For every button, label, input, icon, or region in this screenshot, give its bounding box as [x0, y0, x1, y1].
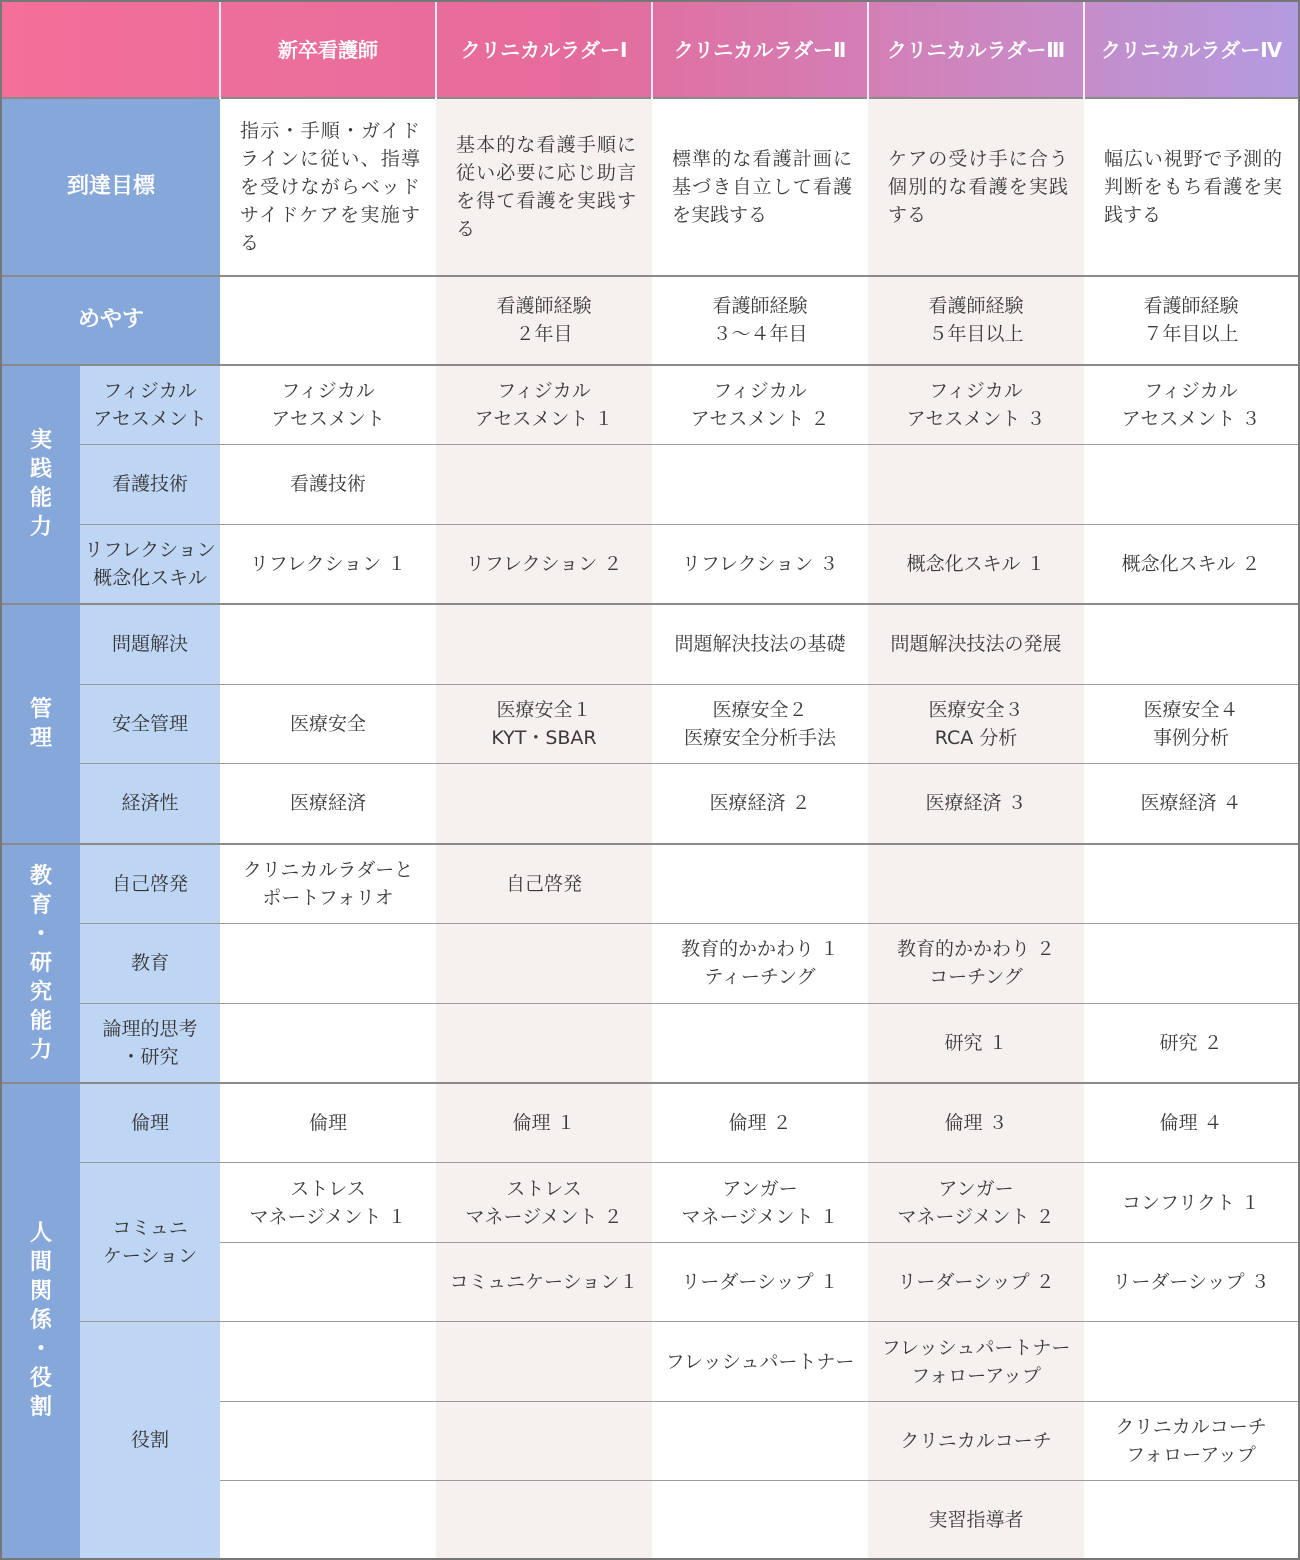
table-cell: フィジカル アセスメント ３ — [868, 365, 1084, 445]
row-economics — [2, 764, 1298, 844]
row-label: 自己啓発 — [80, 844, 220, 924]
row-label: 論理的思考 ・研究 — [80, 1003, 220, 1083]
table-cell — [436, 1481, 652, 1558]
table-cell — [220, 1481, 436, 1558]
table-cell: 概念化スキル １ — [868, 524, 1084, 604]
table-cell: 問題解決技法の基礎 — [652, 604, 868, 684]
table-cell: アンガー マネージメント １ — [652, 1163, 868, 1242]
table-cell — [652, 1003, 868, 1083]
goal-row — [2, 98, 1298, 276]
meyasu-label: めやす — [2, 276, 220, 365]
goal-cell: 標準的な看護計画に基づき自立して看護を実践する — [652, 98, 868, 276]
goal-label: 到達目標 — [2, 98, 220, 276]
table-cell: 倫理 ３ — [868, 1083, 1084, 1163]
table-cell: 教育的かかわり １ ティーチング — [652, 924, 868, 1003]
table-cell: 医療安全３ RCA 分析 — [868, 684, 1084, 763]
row-label: 経済性 — [80, 764, 220, 844]
row-education — [2, 924, 1298, 1003]
category-management: 管 理 — [2, 604, 80, 843]
category-practice: 実 践 能 力 — [2, 365, 80, 604]
table-cell: 医療経済 ３ — [868, 764, 1084, 844]
meyasu-cell: 看護師経験 ５年目以上 — [868, 276, 1084, 365]
table-cell: コミュニケーション１ — [436, 1242, 652, 1321]
table-cell — [220, 1242, 436, 1321]
table-cell — [220, 604, 436, 684]
row-communication-1 — [2, 1163, 1298, 1242]
table-cell — [1084, 445, 1298, 524]
table-cell: 概念化スキル ２ — [1084, 524, 1298, 604]
table-cell: 問題解決技法の発展 — [868, 604, 1084, 684]
header-new-graduate: 新卒看護師 — [220, 2, 436, 98]
table-cell — [436, 1003, 652, 1083]
table-cell: フレッシュパートナー フォローアップ — [868, 1322, 1084, 1401]
goal-cell: 幅広い視野で予測的判断をもち看護を実践する — [1084, 98, 1298, 276]
goal-cell: 基本的な看護手順に従い必要に応じ助言を得て看護を実践する — [436, 98, 652, 276]
row-label: 教育 — [80, 924, 220, 1003]
table-cell: 医療経済 ２ — [652, 764, 868, 844]
meyasu-cell — [220, 276, 436, 365]
row-problem-solving — [2, 604, 1298, 684]
row-label: コミュニ ケーション — [80, 1163, 220, 1322]
table-cell: 看護技術 — [220, 445, 436, 524]
row-self-development — [2, 844, 1298, 924]
row-nursing-skill — [2, 445, 1298, 524]
table-cell — [436, 1401, 652, 1480]
header-corner — [2, 2, 220, 98]
table-cell — [652, 1401, 868, 1480]
row-physical-assessment — [2, 365, 1298, 445]
table-cell — [1084, 604, 1298, 684]
meyasu-cell: 看護師経験 ２年目 — [436, 276, 652, 365]
meyasu-row — [2, 276, 1298, 365]
row-label: リフレクション 概念化スキル — [80, 524, 220, 604]
meyasu-cell: 看護師経験 ７年目以上 — [1084, 276, 1298, 365]
row-reflection — [2, 524, 1298, 604]
table-cell: ストレス マネージメント １ — [220, 1163, 436, 1242]
clinical-ladder-table — [2, 2, 1298, 1558]
row-label: フィジカル アセスメント — [80, 365, 220, 445]
header-ladder-3: クリニカルラダーⅢ — [868, 2, 1084, 98]
table-cell: 医療安全 — [220, 684, 436, 763]
table-cell — [868, 844, 1084, 924]
table-cell: アンガー マネージメント ２ — [868, 1163, 1084, 1242]
table-cell — [1084, 924, 1298, 1003]
table-cell: ストレス マネージメント ２ — [436, 1163, 652, 1242]
goal-cell: ケアの受け手に合う個別的な看護を実践する — [868, 98, 1084, 276]
table-cell: 医療安全１ KYT・SBAR — [436, 684, 652, 763]
table-cell: フィジカル アセスメント ３ — [1084, 365, 1298, 445]
table-cell: 教育的かかわり ２ コーチング — [868, 924, 1084, 1003]
table-cell: 倫理 １ — [436, 1083, 652, 1163]
table-cell: リフレクション ２ — [436, 524, 652, 604]
table-cell: リーダーシップ ２ — [868, 1242, 1084, 1321]
row-label: 倫理 — [80, 1083, 220, 1163]
row-label: 安全管理 — [80, 684, 220, 763]
table-cell: 自己啓発 — [436, 844, 652, 924]
table-cell — [220, 924, 436, 1003]
table-cell: 研究 ２ — [1084, 1003, 1298, 1083]
table-cell: クリニカルラダーと ポートフォリオ — [220, 844, 436, 924]
table-cell: フィジカル アセスメント ２ — [652, 365, 868, 445]
row-label: 問題解決 — [80, 604, 220, 684]
table-cell: クリニカルコーチ — [868, 1401, 1084, 1480]
table-cell: 倫理 ４ — [1084, 1083, 1298, 1163]
meyasu-cell: 看護師経験 ３～４年目 — [652, 276, 868, 365]
table-cell — [220, 1322, 436, 1401]
category-relationships-roles: 人 間 関 係 ・ 役 割 — [2, 1083, 80, 1558]
table-cell — [1084, 1322, 1298, 1401]
table-cell — [220, 1003, 436, 1083]
row-label: 看護技術 — [80, 445, 220, 524]
table-cell: フレッシュパートナー — [652, 1322, 868, 1401]
table-cell: クリニカルコーチ フォローアップ — [1084, 1401, 1298, 1480]
table-cell: 医療安全４ 事例分析 — [1084, 684, 1298, 763]
table-cell: 医療経済 — [220, 764, 436, 844]
table-cell — [436, 604, 652, 684]
table-cell: 医療安全２ 医療安全分析手法 — [652, 684, 868, 763]
header-row — [2, 2, 1298, 98]
table-cell — [868, 445, 1084, 524]
table-cell — [436, 1322, 652, 1401]
table-cell: 倫理 — [220, 1083, 436, 1163]
table-cell: フィジカル アセスメント — [220, 365, 436, 445]
row-role-1 — [2, 1322, 1298, 1401]
table-cell — [1084, 1481, 1298, 1558]
category-education-research: 教 育 ・ 研 究 能 力 — [2, 844, 80, 1083]
row-logical-thinking-research — [2, 1003, 1298, 1083]
table-cell: リフレクション ３ — [652, 524, 868, 604]
table-cell: リフレクション １ — [220, 524, 436, 604]
goal-cell: 指示・手順・ガイドラインに従い、指導を受けながらベッドサイドケアを実施する — [220, 98, 436, 276]
table-cell — [436, 764, 652, 844]
table-cell — [652, 1481, 868, 1558]
header-ladder-1: クリニカルラダーⅠ — [436, 2, 652, 98]
table-cell — [1084, 844, 1298, 924]
row-ethics — [2, 1083, 1298, 1163]
table-cell: リーダーシップ １ — [652, 1242, 868, 1321]
table-cell: 研究 １ — [868, 1003, 1084, 1083]
table-cell — [436, 445, 652, 524]
table-cell: 倫理 ２ — [652, 1083, 868, 1163]
table-cell: 医療経済 ４ — [1084, 764, 1298, 844]
row-label: 役割 — [80, 1322, 220, 1558]
table-cell: 実習指導者 — [868, 1481, 1084, 1558]
table-cell — [652, 844, 868, 924]
table-cell — [220, 1401, 436, 1480]
table-cell: コンフリクト １ — [1084, 1163, 1298, 1242]
header-ladder-2: クリニカルラダーⅡ — [652, 2, 868, 98]
header-ladder-4: クリニカルラダーⅣ — [1084, 2, 1298, 98]
row-safety-management — [2, 684, 1298, 763]
table-cell: リーダーシップ ３ — [1084, 1242, 1298, 1321]
table-cell — [436, 924, 652, 1003]
table-cell — [652, 445, 868, 524]
table-cell: フィジカル アセスメント １ — [436, 365, 652, 445]
